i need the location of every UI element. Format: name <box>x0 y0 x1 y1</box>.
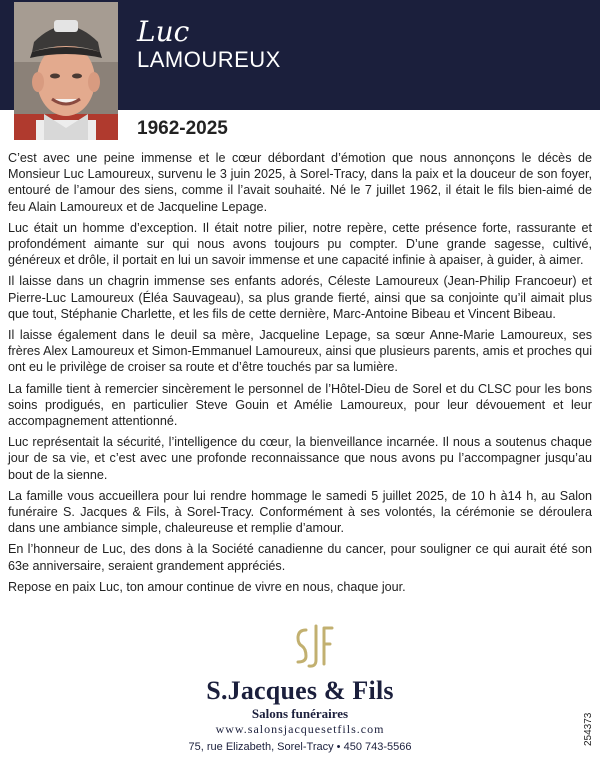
paragraph: Repose en paix Luc, ton amour continue de vivre en nous, chaque jour. <box>8 579 406 594</box>
paragraph: Il laisse également dans le deuil sa mère, Jacqueline Lepage, sa sœur Anne-Marie Lamoureux, ses frères Alex Lamoureux et Simon-Emmanuel Lamoureux, ainsi que plusieurs parents, amis et proches qui ont eu le privilège de croiser sa route et d’être touchés par sa lumière. <box>8 328 592 375</box>
paragraph: C’est avec une peine immense et le cœur débordant d’émotion que nous annonçons le décès de Monsieur Luc Lamoureux, survenu le 3 juin 2025, à Sorel-Tracy, dans la paix et la douceur de son foyer, entouré de l’amour des siens, comme il l’avait souhaité. Né le 7 juillet 1962, il était le fils bien-aimé de feu Alain Lamoureux et de Jacqueline Lepage. <box>8 151 592 214</box>
life-years: 1962-2025 <box>137 118 228 139</box>
obituary-text <box>8 150 592 600</box>
funeral-home-subtitle: Salons funéraires <box>251 706 349 721</box>
portrait-photo <box>14 2 118 140</box>
funeral-home-address: 75, rue Elizabeth, Sorel-Tracy • 450 743-5566 <box>188 741 412 753</box>
last-name: LAMOUREUX <box>137 47 281 72</box>
funeral-home-website[interactable]: www.salonsjacquesetfils.com <box>215 722 385 736</box>
sjf-monogram-logo <box>292 622 336 670</box>
paragraph: La famille vous accueillera pour lui rendre hommage le samedi 5 juillet 2025, de 10 h à14 h, au Salon funéraire S. Jacques & Fils, à Sorel-Tracy. Conformément à ses volontés, la cérémonie se déroulera dans une ambiance simple, chaleureuse et remplie d’amour. <box>8 488 592 536</box>
paragraph: Il laisse dans un chagrin immense ses enfants adorés, Céleste Lamoureux (Jean-Philip Francoeur) et Pierre-Luc Lamoureux (Éléa Sauvageau), sa plus grande fierté, ainsi que sa conjointe qu’il aimait plus que tout, Stéphanie Charlette, et les fils de cette dernière, Marc-Antoine Bibeau et Vincent Bibeau. <box>8 274 592 321</box>
portrait-illustration <box>14 2 118 140</box>
first-name: Luc <box>137 15 190 48</box>
paragraph: Luc était un homme d’exception. Il était notre pilier, notre repère, cette présence forte, rassurante et profondément aimante sur qui nous avons toujours pu compter. D’une grande sagesse, cultivé, généreux et drôle, il portait en lui un savoir immense et une capacité infinie à apaiser, à guider, à aimer. <box>8 220 592 268</box>
paragraph: Luc représentait la sécurité, l’intelligence du cœur, la bienveillance incarnée. Il nous a soutenus chaque jour de sa vie, et c’est avec une profonde reconnaissance que nous avons pu l’accompagner jusqu’au bout de la sienne. <box>8 435 592 482</box>
reference-number: 254373 <box>583 712 594 746</box>
funeral-home-name: S.Jacques & Fils <box>206 676 394 705</box>
paragraph: La famille tient à remercier sincèrement le personnel de l’Hôtel-Dieu de Sorel et du CLSC pour les bons soins prodigués, en particulier Steve Gouin et Amélie Lamoureux, pour leur dévouement et leur accompagnement attentionné. <box>8 381 592 429</box>
paragraph: En l’honneur de Luc, des dons à la Société canadienne du cancer, pour souligner ce qui aurait été son 63e anniversaire, seraient grandement appréciés. <box>8 542 592 573</box>
